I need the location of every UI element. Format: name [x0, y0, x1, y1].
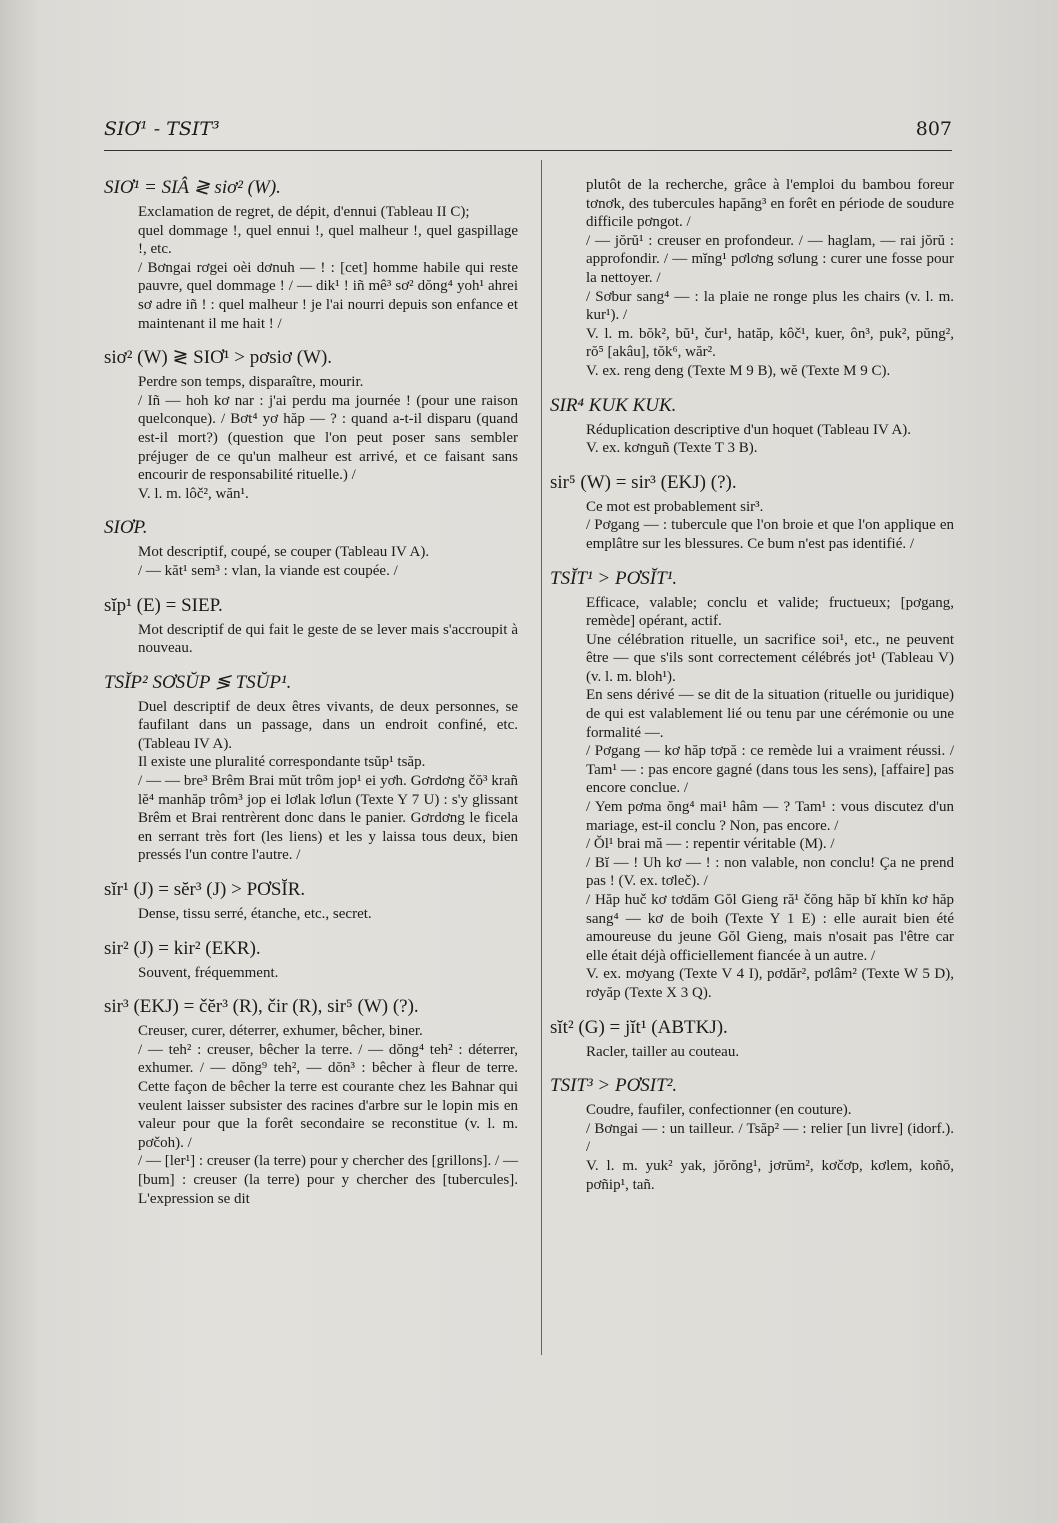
dictionary-entry [104, 176, 518, 333]
definition-line: / — kăt¹ sem³ : vlan, la viande est coupée. / [138, 562, 398, 579]
entry-headword: SIƠP. [104, 517, 148, 539]
definition-line: / Bơngai rơgei oèi dơnuh — ! : [cet] homme habile qui reste pauvre, quel dommage ! / — dik¹ ! iñ mê³ sơ² dŏng⁴ yoh¹ ahrei sơ adre iñ ! : quel malheur ! je l'ai nourri depuis son enfance et maintenant il me hait ! / [138, 259, 518, 332]
definition-line: / Pơgang — : tubercule que l'on broie et que l'on applique en emplâtre sur les blessures. Ce bum n'est pas identifié. / [586, 517, 954, 552]
entry-definition [138, 203, 518, 333]
definition-line: Souvent, fréquemment. [138, 964, 279, 981]
definition-line: Une célébration rituelle, un sacrifice soi¹, etc., ne peuvent être — que s'ils sont correctement célébrés jot¹ (Tableau V) (v. l. m. bloh¹). [586, 631, 954, 685]
column-divider [541, 160, 542, 1355]
definition-line: Dense, tissu serré, étanche, etc., secret. [138, 906, 372, 923]
entry-definition [586, 1043, 954, 1062]
definition-line: V. ex. reng deng (Texte M 9 B), wĕ (Texte M 9 C). [586, 362, 891, 379]
entry-headword: sĭt² (G) = jĭt¹ (ABTKJ). [550, 1016, 728, 1038]
entry-headword: sĭp¹ (E) = SIEP. [104, 594, 223, 616]
dictionary-entry [550, 394, 954, 458]
definition-line: Exclamation de regret, de dépit, d'ennui (Tableau II C); [138, 204, 470, 220]
definition-line: Racler, tailler au couteau. [586, 1043, 740, 1060]
entry-continuation [586, 176, 954, 381]
dictionary-entry [104, 995, 518, 1208]
entry-definition [138, 621, 518, 658]
dictionary-entry [104, 346, 518, 503]
entry-definition [586, 176, 954, 381]
entry-definition [586, 498, 954, 554]
definition-line: / Yem pơma ŏng⁴ mai¹ hâm — ? Tam¹ : vous discutez d'un mariage, est-il conclu ? Non, pas encore. / [586, 799, 954, 834]
entry-definition [138, 698, 518, 865]
entry-definition [138, 905, 518, 924]
entry-definition [138, 1022, 518, 1208]
entry-headword: TSIT³ > PƠSIT². [550, 1075, 678, 1097]
definition-line: plutôt de la recherche, grâce à l'emploi du bambou foreur tơnơk, des tubercules hapăng³ en forêt en période de soudure difficile pơngot. / [586, 177, 954, 231]
definition-line: Efficace, valable; conclu et valide; fructueux; [pơgang, remède] opérant, actif. [586, 594, 954, 630]
definition-line: V. l. m. yuk² yak, jŏrŏng¹, jơrŭm², kơčơp, kơlem, koñŏ, pơñip¹, tañ. [586, 1157, 954, 1193]
running-head-title: SIƠ¹ - TSIT³ [104, 118, 220, 140]
definition-line: quel dommage !, quel ennui !, quel malheur !, quel gaspillage !, etc. [138, 222, 518, 258]
definition-line: V. l. m. bŏk², bŭ¹, čur¹, hatăp, kôč¹, kuer, ôn³, puk², pŭng², rŏ⁵ [akâu], tŏk⁶, wăr². [586, 325, 954, 361]
definition-line: / Iñ — hoh kơ nar : j'ai perdu ma journée ! (pour une raison quelconque). / Bơt⁴ yơ hăp — ? : quand a-t-il disparu (quand est-il mort?) (question que l'on peut poser sans sembler préjuger de ce qu'un malheur est arrivé, et ce faisant sans encourir de responsabilité rituelle.) / [138, 392, 518, 484]
definition-line: Perdre son temps, disparaître, mourir. [138, 374, 364, 391]
entry-headword: siơ² (W) ≷ SIƠ¹ > pơsiơ (W). [104, 347, 333, 369]
definition-line: Creuser, curer, déterrer, exhumer, bêcher, biner. [138, 1023, 423, 1040]
definition-line: / Sơbur sang⁴ — : la plaie ne ronge plus les chairs (v. l. m. kur¹). / [586, 288, 954, 324]
definition-line: / — teh² : creuser, bêcher la terre. / — dŏng⁴ teh² : déterrer, exhumer. / — dŏng⁹ teh², — dŏn³ : bêcher à fleur de terre. Cette façon de bêcher la terre est courante chez les Bahnar qui veulent laisser subsister des racines d'arbre sur le lopin mis en valeur pour que la forêt secondaire se reconstitue (v. l. m. pơčoh). / [138, 1041, 518, 1151]
definition-line: / Ŏl¹ brai mă — : repentir véritable (M). / [586, 836, 835, 853]
definition-line: / — — bre³ Brêm Brai mŭt trôm jop¹ ei yơh. Gơrdơng čŏ³ krañ lĕ⁴ manhăp trôm³ jop ei lơlak lơlun (Texte Y 7 U) : s'y glissant Brêm et Brai rentrèrent donc dans le panier. Gơrdơng le ficela en serrant très fort (les liens) et les y laissa tous deux, bien pressés l'un contre l'autre. / [138, 773, 518, 864]
entry-headword: sir³ (EKJ) = čĕr³ (R), čir (R), sir⁵ (W) (?). [104, 996, 419, 1018]
entry-headword: sir² (J) = kir² (EKR). [104, 937, 261, 959]
entry-definition [138, 964, 518, 983]
definition-line: V. ex. mơyang (Texte V 4 I), pơdăr², pơlâm² (Texte W 5 D), rơyăp (Texte X 3 Q). [586, 966, 954, 1001]
dictionary-entry [104, 671, 518, 865]
definition-line: Réduplication descriptive d'un hoquet (Tableau IV A). [586, 421, 912, 438]
dictionary-entry [550, 567, 954, 1003]
definition-line: Coudre, faufiler, confectionner (en couture). [586, 1102, 852, 1119]
definition-line: Il existe une pluralité correspondante tsŭp¹ tsăp. [138, 754, 426, 771]
entry-headword: sĭr¹ (J) = sĕr³ (J) > PƠSĬR. [104, 879, 306, 901]
entry-definition [586, 421, 954, 458]
definition-line: Ce mot est probablement sir³. [586, 498, 764, 515]
entry-definition [586, 1101, 954, 1194]
definition-line: / — [ler¹] : creuser (la terre) pour y chercher des [grillons]. / — [bum] : creuser (la terre) pour y chercher des [tubercules]. L'expression se dit [138, 1153, 518, 1207]
definition-line: Duel descriptif de deux êtres vivants, de deux personnes, se faufilant dans un passage, dans un endroit confiné, etc. (Tableau IV A). [138, 698, 518, 752]
dictionary-entry [550, 1074, 954, 1194]
dictionary-entry [550, 471, 954, 554]
dictionary-entry [104, 878, 518, 924]
entry-headword: TSĬT¹ > PƠSĬT¹. [550, 567, 678, 589]
entry-definition [138, 373, 518, 503]
definition-line: / Hăp huč kơ tơdăm Gŏl Gieng ră¹ čŏng hăp bĭ khĭn kơ hăp sang⁴ — kơ de boih (Texte Y 1 E) : elle aurait bien été amoureuse du jeune Gŏl Gieng, mais n'osait pas l'être car elle était déjà officiellement fiancée à un autre. / [586, 892, 954, 964]
definition-line: Mot descriptif, coupé, se couper (Tableau IV A). [138, 544, 430, 561]
entry-headword: SIR⁴ KUK KUK. [550, 394, 677, 416]
entry-definition [586, 594, 954, 1003]
definition-line: / — jŏrŭ¹ : creuser en profondeur. / — haglam, — rai jŏrŭ : approfondir. / — mĭng¹ pơlơng sơlung : curer une fosse pour la nettoyer. / [586, 232, 954, 286]
definition-line: V. l. m. lôč², wăn¹. [138, 485, 249, 502]
definition-line: / Bơngai — : un tailleur. / Tsăp² — : relier [un livre] (idorf.). / [586, 1120, 954, 1156]
definition-line: / Pơgang — kơ hăp tơpă : ce remède lui a vraiment réussi. / Tam¹ — : pas encore gagné (dans tous les sens), [affaire] pas encore conclue. / [586, 743, 954, 797]
right-column [550, 176, 954, 1207]
running-header [104, 118, 952, 151]
dictionary-entry [104, 937, 518, 983]
page-number: 807 [915, 118, 952, 140]
dictionary-entry [104, 516, 518, 580]
entry-headword: SIƠ¹ = SIÂ ≷ siơ² (W). [104, 177, 281, 198]
definition-line: Mot descriptif de qui fait le geste de se lever mais s'accroupit à nouveau. [138, 621, 518, 657]
dictionary-entry [104, 594, 518, 658]
dictionary-entry [550, 1016, 954, 1062]
definition-line: En sens dérivé — se dit de la situation (rituelle ou juridique) de qui est valablement lié ou tenu par une cérémonie ou une formalité —. [586, 687, 954, 741]
entry-headword: TSĬP² SƠSŬP ≶ TSŬP¹. [104, 671, 292, 693]
left-column [104, 176, 518, 1221]
entry-definition [138, 543, 518, 580]
definition-line: V. ex. kơnguñ (Texte T 3 B). [586, 440, 758, 457]
entry-headword: sir⁵ (W) = sir³ (EKJ) (?). [550, 471, 737, 493]
definition-line: / Bĭ — ! Uh kơ — ! : non valable, non conclu! Ça ne prend pas ! (V. ex. tơleč). / [586, 854, 954, 890]
